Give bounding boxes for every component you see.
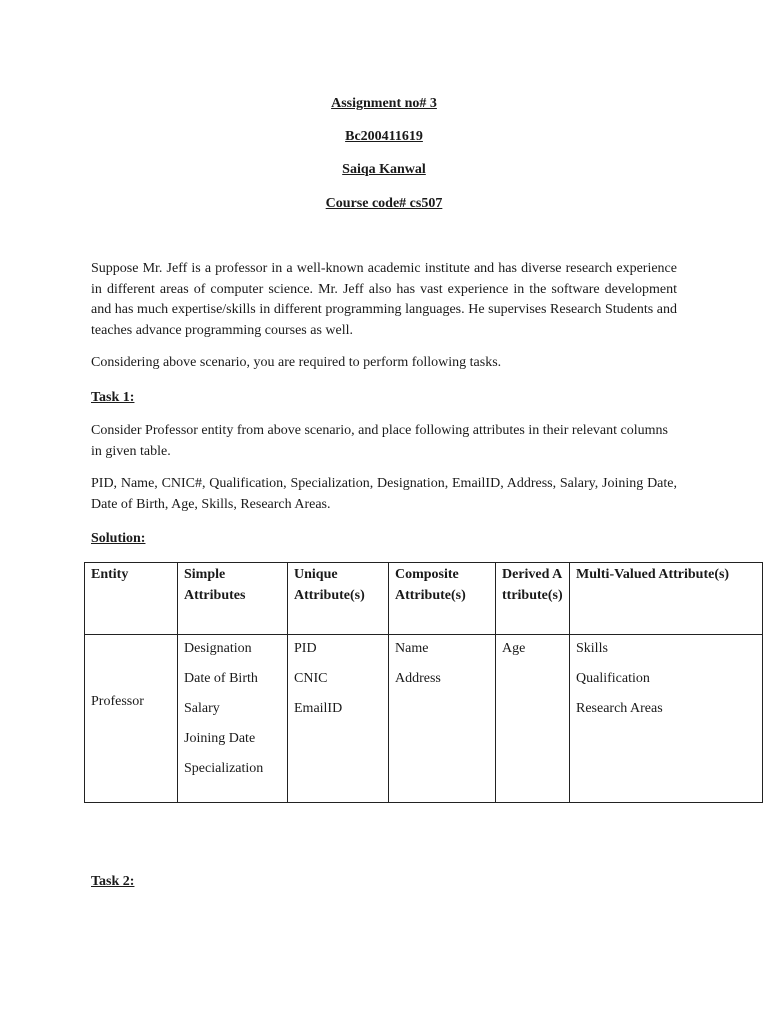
list-item: PID <box>294 641 317 656</box>
list-item: Specialization <box>184 761 264 776</box>
assignment-title: Assignment no# 3 <box>331 96 437 111</box>
attribute-list: PID, Name, CNIC#, Qualification, Specialization, Designation, EmailID, Address, Salary, Joining Date, Date of Birth, Age, Skills, Research Areas. <box>91 476 677 512</box>
list-item: Age <box>502 641 526 656</box>
cell-composite-attributes <box>389 635 496 803</box>
table-header-row <box>85 563 763 635</box>
student-name: Saiqa Kanwal <box>342 162 426 177</box>
list-item: Joining Date <box>184 731 256 746</box>
cell-unique-attributes <box>288 635 389 803</box>
list-item: Salary <box>184 701 220 716</box>
list-item: Skills <box>576 641 608 656</box>
attributes-table <box>84 562 763 803</box>
task1-heading: Task 1: <box>91 390 135 405</box>
entity-name: Professor <box>91 693 144 709</box>
scenario-paragraph: Suppose Mr. Jeff is a professor in a well-known academic institute and has diverse research experience in different areas of computer science. Mr. Jeff also has vast experience in the software development and has much expertise/skills in different programming languages. He supervises Research Students and teaches advance programming courses as well. <box>91 261 677 338</box>
instruction-paragraph: Considering above scenario, you are required to perform following tasks. <box>91 355 502 370</box>
header-composite-attributes: Composite Attribute(s) <box>389 563 496 635</box>
student-id: Bc200411619 <box>345 129 423 144</box>
cell-multi-valued-attributes <box>570 635 763 803</box>
list-item: CNIC <box>294 671 328 686</box>
header-multi-valued-attributes: Multi-Valued Attribute(s) <box>570 563 763 635</box>
list-item: EmailID <box>294 701 343 716</box>
list-item: Research Areas <box>576 701 663 716</box>
task1-description: Consider Professor entity from above scenario, and place following attributes in their relevant columns in given table. <box>91 423 668 459</box>
list-item: Date of Birth <box>184 671 258 686</box>
cell-simple-attributes <box>178 635 288 803</box>
header-entity: Entity <box>85 563 178 635</box>
table-row <box>85 635 763 803</box>
task2-heading: Task 2: <box>91 874 135 889</box>
solution-heading: Solution: <box>91 531 146 546</box>
cell-derived-attributes <box>496 635 570 803</box>
list-item: Address <box>395 671 441 686</box>
list-item: Designation <box>184 641 252 656</box>
course-code: Course code# cs507 <box>325 196 443 211</box>
list-item: Qualification <box>576 671 650 686</box>
header-simple-attributes: Simple Attributes <box>178 563 288 635</box>
header-derived-attributes: Derived Attribute(s) <box>496 563 570 635</box>
cell-entity <box>85 635 178 803</box>
list-item: Name <box>395 641 429 656</box>
header-unique-attributes: Unique Attribute(s) <box>288 563 389 635</box>
